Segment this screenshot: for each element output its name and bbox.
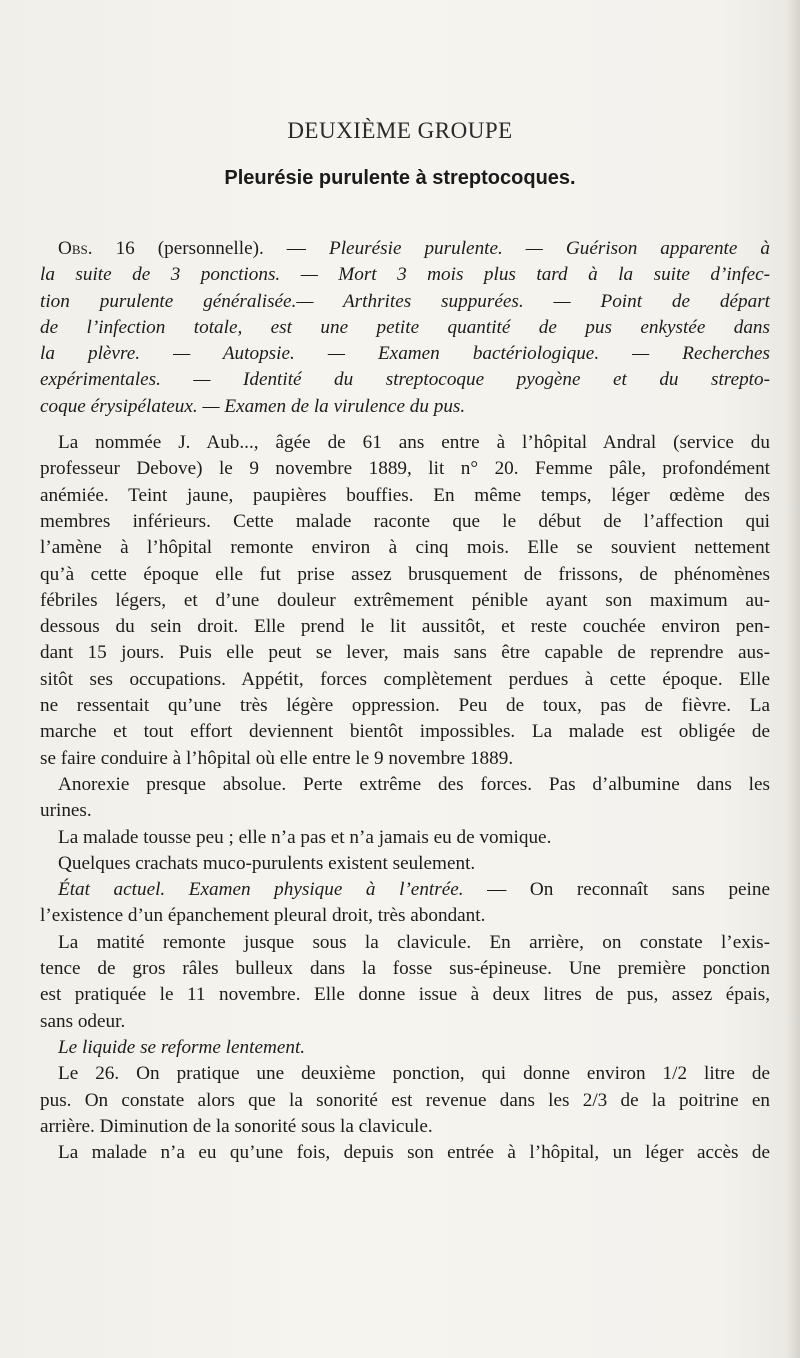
text-line: arrière. Diminution de la sonorité sous la clavicule. [40, 1115, 433, 1137]
text-line: est pratiquée le 11 novembre. Elle donne issue à deux litres de pus, assez épais, [40, 984, 770, 1006]
text-line: dessous du sein droit. Elle prend le lit aussitôt, et reste couchée environ pen- [40, 616, 770, 638]
paragraph-current-state [40, 877, 770, 930]
paragraph-anorexia [40, 772, 770, 825]
article-body [40, 236, 770, 1166]
text-line: ne ressentait qu’une très légère oppression. Peu de toux, pas de fièvre. La [40, 695, 770, 717]
paragraph-second-puncture [40, 1061, 770, 1140]
summary-line: coque érysipélateux. — Examen de la virulence du pus. [40, 395, 466, 417]
group-title: DEUXIÈME GROUPE [287, 118, 513, 143]
observation-summary [40, 236, 770, 420]
text-line: l’amène à l’hôpital remonte environ à cinq mois. Elle se souvient nettement [40, 537, 770, 559]
paragraph-reform: Le liquide se reforme lentement. [58, 1036, 306, 1058]
paragraph-sputum: Quelques crachats muco-purulents existent seulement. [58, 852, 476, 874]
text-line: tence de gros râles bulleux dans la fosse sus-épineuse. Une première ponction [40, 958, 770, 980]
text-line: qu’à cette époque elle fut prise assez brusquement de frissons, de phénomènes [40, 563, 770, 585]
paragraph-cough: La malade tousse peu ; elle n’a pas et n’a jamais eu de vomique. [58, 826, 552, 848]
text-line: sitôt ses occupations. Appétit, forces complètement perdues à cette époque. Elle [40, 668, 770, 690]
section-title: Pleurésie purulente à streptocoques. [224, 167, 576, 189]
text-line: l’existence d’un épanchement pleural droit, très abondant. [40, 905, 486, 927]
text-line: urines. [40, 800, 92, 822]
summary-line: la suite de 3 ponctions. — Mort 3 mois plus tard à la suite d’infec- [40, 264, 770, 286]
paragraph-fever: La malade n’a eu qu’une fois, depuis son entrée à l’hôpital, un léger accès de [58, 1142, 770, 1164]
obs-label: Obs. [58, 238, 93, 259]
paragraph-history [40, 430, 770, 772]
summary-line: la plèvre. — Autopsie. — Examen bactériologique. — Recherches [40, 343, 770, 365]
text-line: marche et tout effort deviennent bientôt impossibles. La malade est obligée de [40, 721, 770, 743]
text-line: La nommée J. Aub..., âgée de 61 ans entre à l’hôpital Andral (service du [58, 432, 770, 454]
text-line: fébriles légers, et d’une douleur extrêmement pénible ayant son maximum au- [40, 589, 770, 611]
paragraph-first-puncture [40, 930, 770, 1035]
summary-line: expérimentales. — Identité du streptocoque pyogène et du strepto- [40, 369, 770, 391]
text-line: sans odeur. [40, 1010, 126, 1032]
text-line: Anorexie presque absolue. Perte extrême des forces. Pas d’albumine dans les [58, 773, 770, 795]
text-line: pus. On constate alors que la sonorité est revenue dans les 2/3 de la poitrine en [40, 1089, 770, 1111]
page-edge-shadow [786, 0, 800, 1358]
summary-line: de l’infection totale, est une petite quantité de pus enkystée dans [40, 316, 770, 338]
summary-line: tion purulente généralisée.— Arthrites suppurées. — Point de départ [40, 290, 770, 312]
summary-line: Obs. 16 (personnelle). — Pleurésie purulente. — Guérison apparente à [58, 238, 770, 259]
text-line: La matité remonte jusque sous la clavicule. En arrière, on constate l’exis- [58, 931, 770, 953]
text-line: État actuel. Examen physique à l’entrée. — On reconnaît sans peine [58, 879, 770, 901]
text-line: anémiée. Teint jaune, paupières bouffies. En même temps, léger œdème des [40, 484, 770, 506]
text-line: Le 26. On pratique une deuxième ponction, qui donne environ 1/2 litre de [58, 1063, 770, 1085]
text-line: professeur Debove) le 9 novembre 1889, lit n° 20. Femme pâle, profondément [40, 458, 770, 480]
text-line: se faire conduire à l’hôpital où elle entre le 9 novembre 1889. [40, 747, 514, 769]
text-line: dant 15 jours. Puis elle peut se lever, mais sans être capable de reprendre aus- [40, 642, 770, 664]
text-line: membres inférieurs. Cette malade raconte que le début de l’affection qui [40, 510, 770, 532]
